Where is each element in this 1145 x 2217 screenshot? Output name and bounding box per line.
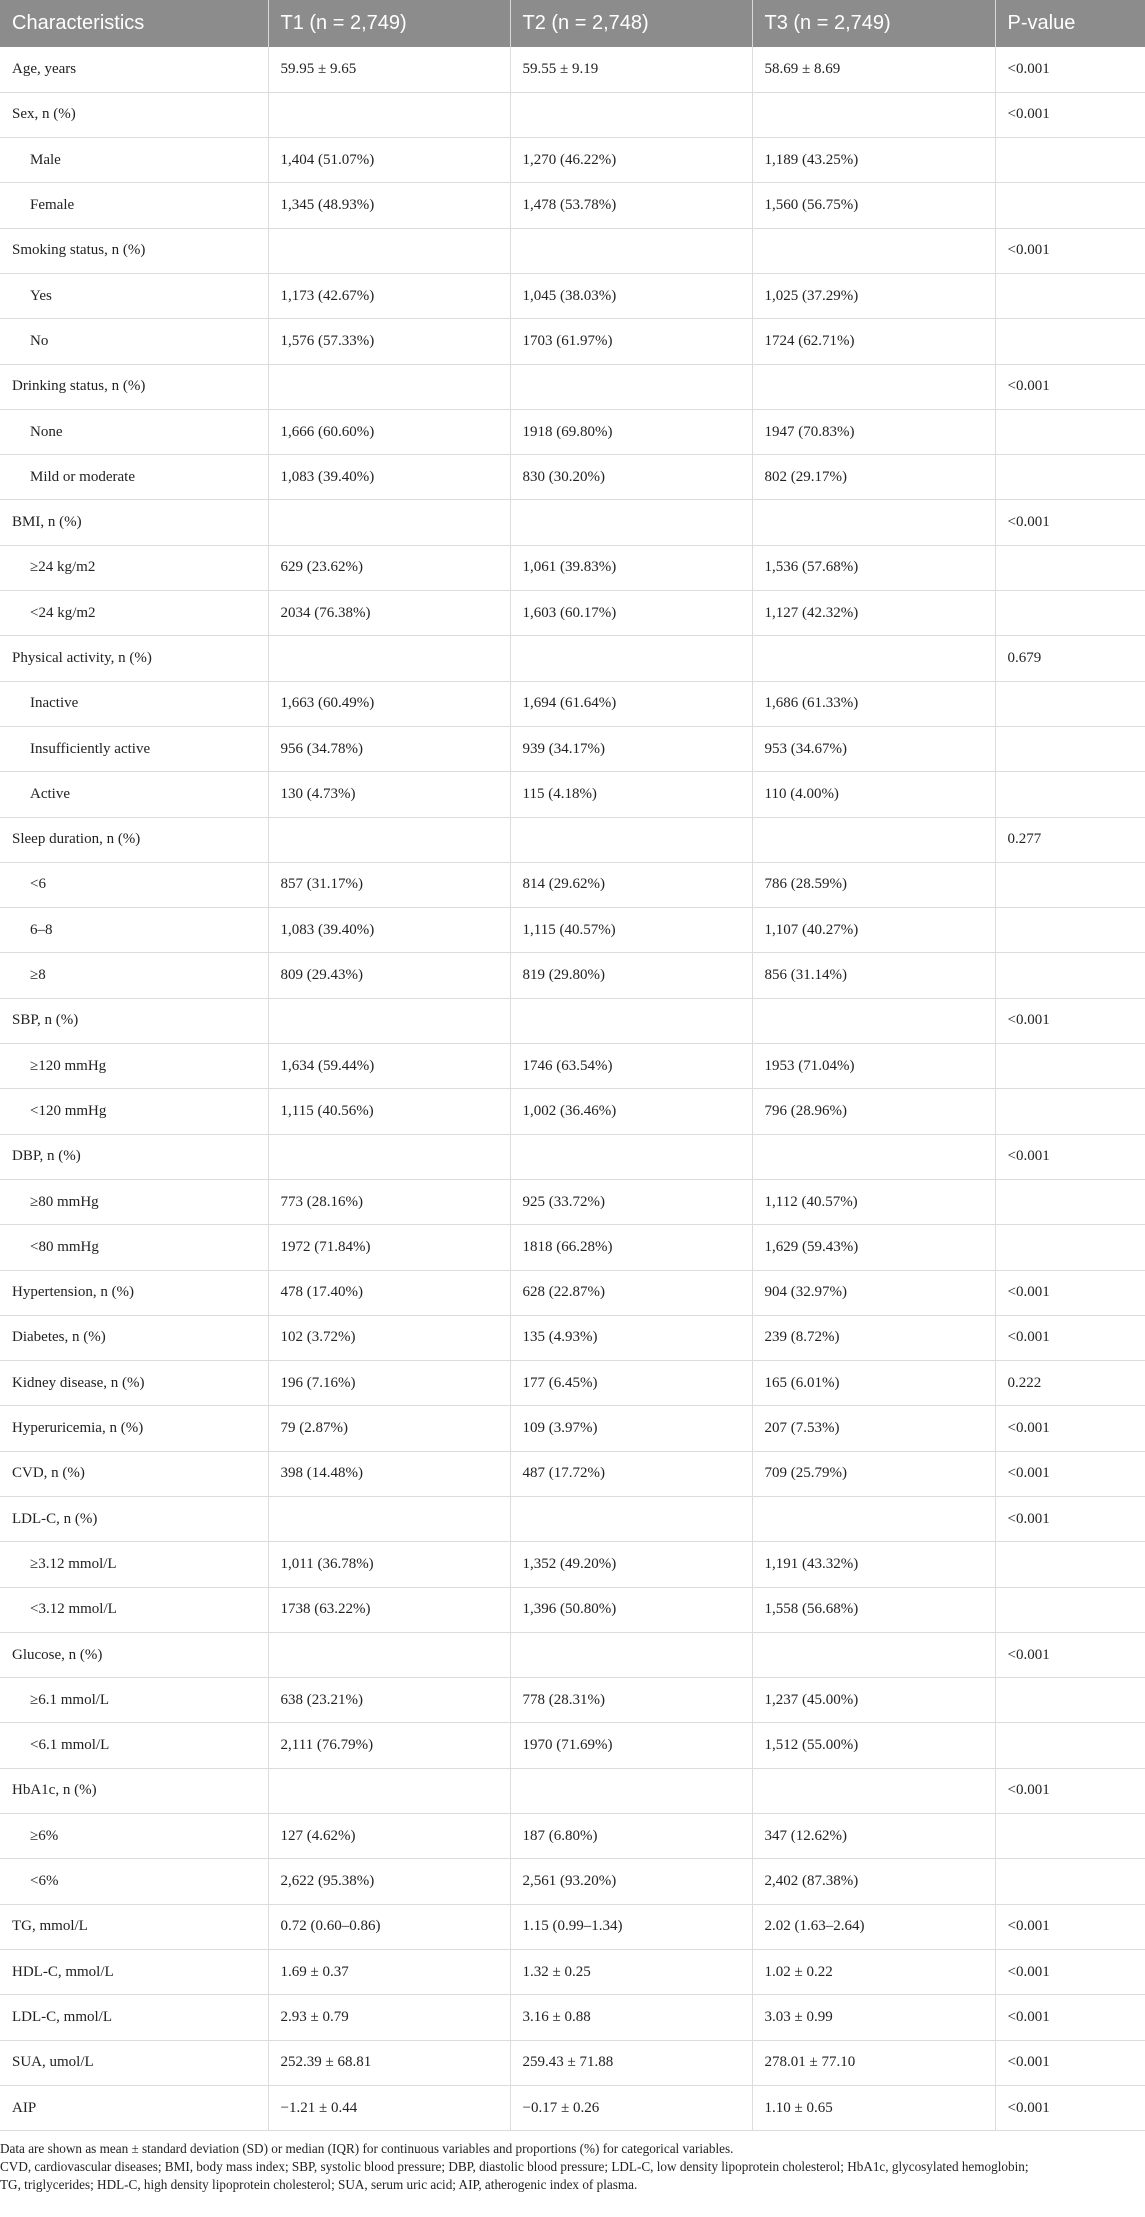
cell-p-value: <0.001 bbox=[995, 228, 1145, 273]
row-label: Sex, n (%) bbox=[0, 92, 268, 137]
cell-t1: 1,345 (48.93%) bbox=[268, 183, 510, 228]
cell-t3: 3.03 ± 0.99 bbox=[752, 1995, 995, 2040]
cell-t1: 0.72 (0.60–0.86) bbox=[268, 1904, 510, 1949]
table-row bbox=[0, 455, 1145, 500]
header-t2: T2 (n = 2,748) bbox=[510, 0, 752, 47]
cell-t1 bbox=[268, 817, 510, 862]
cell-t1: 478 (17.40%) bbox=[268, 1270, 510, 1315]
row-label: None bbox=[0, 409, 268, 454]
cell-t1: 638 (23.21%) bbox=[268, 1678, 510, 1723]
table-row bbox=[0, 908, 1145, 953]
row-label: DBP, n (%) bbox=[0, 1134, 268, 1179]
cell-t3: 1,686 (61.33%) bbox=[752, 681, 995, 726]
cell-t1: 2,111 (76.79%) bbox=[268, 1723, 510, 1768]
table-row bbox=[0, 1315, 1145, 1360]
cell-t1 bbox=[268, 998, 510, 1043]
table-header bbox=[0, 0, 1145, 47]
row-label: HDL-C, mmol/L bbox=[0, 1949, 268, 1994]
cell-t2: 259.43 ± 71.88 bbox=[510, 2040, 752, 2085]
cell-p-value: <0.001 bbox=[995, 998, 1145, 1043]
cell-t1: 1.69 ± 0.37 bbox=[268, 1949, 510, 1994]
cell-t1: 809 (29.43%) bbox=[268, 953, 510, 998]
cell-t1 bbox=[268, 1497, 510, 1542]
cell-t3: 1,189 (43.25%) bbox=[752, 138, 995, 183]
footnote: Data are shown as mean ± standard deviation (SD) or median (IQR) for continuous variables and proportions (%) for categorical variables. bbox=[0, 2141, 734, 2157]
table-row bbox=[0, 1904, 1145, 1949]
cell-t2: 109 (3.97%) bbox=[510, 1406, 752, 1451]
cell-t1: 196 (7.16%) bbox=[268, 1361, 510, 1406]
row-label: Hyperuricemia, n (%) bbox=[0, 1406, 268, 1451]
header-t1: T1 (n = 2,749) bbox=[268, 0, 510, 47]
cell-t1: 1,634 (59.44%) bbox=[268, 1044, 510, 1089]
header-p-value: P-value bbox=[995, 0, 1145, 47]
table-row bbox=[0, 2085, 1145, 2130]
row-label: Mild or moderate bbox=[0, 455, 268, 500]
row-label: <80 mmHg bbox=[0, 1225, 268, 1270]
cell-t2: 59.55 ± 9.19 bbox=[510, 47, 752, 92]
cell-t2: 1,352 (49.20%) bbox=[510, 1542, 752, 1587]
cell-p-value: <0.001 bbox=[995, 47, 1145, 92]
cell-p-value: <0.001 bbox=[995, 1497, 1145, 1542]
cell-t2: 819 (29.80%) bbox=[510, 953, 752, 998]
cell-t1: 102 (3.72%) bbox=[268, 1315, 510, 1360]
table-row bbox=[0, 545, 1145, 590]
row-label: ≥24 kg/m2 bbox=[0, 545, 268, 590]
cell-p-value bbox=[995, 1179, 1145, 1224]
cell-p-value: 0.222 bbox=[995, 1361, 1145, 1406]
row-label: ≥80 mmHg bbox=[0, 1179, 268, 1224]
cell-t2 bbox=[510, 228, 752, 273]
row-label: ≥3.12 mmol/L bbox=[0, 1542, 268, 1587]
cell-t2 bbox=[510, 998, 752, 1043]
cell-t2: 1746 (63.54%) bbox=[510, 1044, 752, 1089]
row-label: Diabetes, n (%) bbox=[0, 1315, 268, 1360]
cell-t1: 1,576 (57.33%) bbox=[268, 319, 510, 364]
cell-t3: 953 (34.67%) bbox=[752, 726, 995, 771]
cell-t1 bbox=[268, 1632, 510, 1677]
row-label: Age, years bbox=[0, 47, 268, 92]
cell-t2: 1,396 (50.80%) bbox=[510, 1587, 752, 1632]
cell-t3: 1.02 ± 0.22 bbox=[752, 1949, 995, 1994]
cell-t3: 904 (32.97%) bbox=[752, 1270, 995, 1315]
cell-t2: 814 (29.62%) bbox=[510, 862, 752, 907]
cell-p-value: <0.001 bbox=[995, 1768, 1145, 1813]
cell-t2: 115 (4.18%) bbox=[510, 772, 752, 817]
table-row bbox=[0, 817, 1145, 862]
cell-t2: 925 (33.72%) bbox=[510, 1179, 752, 1224]
table-row bbox=[0, 591, 1145, 636]
row-label: Glucose, n (%) bbox=[0, 1632, 268, 1677]
cell-p-value bbox=[995, 681, 1145, 726]
cell-t3: 58.69 ± 8.69 bbox=[752, 47, 995, 92]
cell-p-value: <0.001 bbox=[995, 1134, 1145, 1179]
cell-t2 bbox=[510, 636, 752, 681]
header-row bbox=[0, 0, 1145, 47]
table-row bbox=[0, 273, 1145, 318]
cell-t2: 939 (34.17%) bbox=[510, 726, 752, 771]
cell-t3: 1947 (70.83%) bbox=[752, 409, 995, 454]
cell-t3: 2.02 (1.63–2.64) bbox=[752, 1904, 995, 1949]
cell-t3 bbox=[752, 500, 995, 545]
cell-p-value: 0.277 bbox=[995, 817, 1145, 862]
cell-t1: 59.95 ± 9.65 bbox=[268, 47, 510, 92]
cell-t3 bbox=[752, 1632, 995, 1677]
row-label: Drinking status, n (%) bbox=[0, 364, 268, 409]
cell-t3 bbox=[752, 1134, 995, 1179]
cell-t3: 1,191 (43.32%) bbox=[752, 1542, 995, 1587]
cell-p-value: <0.001 bbox=[995, 92, 1145, 137]
table-row bbox=[0, 998, 1145, 1043]
table-row bbox=[0, 47, 1145, 92]
cell-t3: 207 (7.53%) bbox=[752, 1406, 995, 1451]
table-row bbox=[0, 138, 1145, 183]
cell-p-value: <0.001 bbox=[995, 1995, 1145, 2040]
cell-t1 bbox=[268, 364, 510, 409]
cell-t3: 347 (12.62%) bbox=[752, 1814, 995, 1859]
table-row bbox=[0, 228, 1145, 273]
row-label: ≥6.1 mmol/L bbox=[0, 1678, 268, 1723]
table-row bbox=[0, 92, 1145, 137]
table-body bbox=[0, 47, 1145, 2131]
cell-t2: 177 (6.45%) bbox=[510, 1361, 752, 1406]
cell-p-value bbox=[995, 1859, 1145, 1904]
cell-t3: 1,536 (57.68%) bbox=[752, 545, 995, 590]
row-label: ≥8 bbox=[0, 953, 268, 998]
cell-t2: 1,603 (60.17%) bbox=[510, 591, 752, 636]
footnote: CVD, cardiovascular diseases; BMI, body mass index; SBP, systolic blood pressure; DBP, diastolic blood pressure; LDL-C, low density lipoprotein cholesterol; HbA1c, glycosylated hemoglobin; bbox=[0, 2159, 1029, 2175]
cell-t1 bbox=[268, 1768, 510, 1813]
cell-t3: 1,025 (37.29%) bbox=[752, 273, 995, 318]
table-row bbox=[0, 364, 1145, 409]
row-label: Sleep duration, n (%) bbox=[0, 817, 268, 862]
row-label: <6% bbox=[0, 1859, 268, 1904]
row-label: <3.12 mmol/L bbox=[0, 1587, 268, 1632]
cell-p-value bbox=[995, 908, 1145, 953]
table-row bbox=[0, 1270, 1145, 1315]
cell-t2: 628 (22.87%) bbox=[510, 1270, 752, 1315]
cell-p-value bbox=[995, 772, 1145, 817]
cell-t2: −0.17 ± 0.26 bbox=[510, 2085, 752, 2130]
table-row bbox=[0, 1814, 1145, 1859]
table-row bbox=[0, 1587, 1145, 1632]
cell-t2: 187 (6.80%) bbox=[510, 1814, 752, 1859]
cell-t1: 1972 (71.84%) bbox=[268, 1225, 510, 1270]
cell-p-value: <0.001 bbox=[995, 1270, 1145, 1315]
cell-t1: 1,173 (42.67%) bbox=[268, 273, 510, 318]
table-row bbox=[0, 636, 1145, 681]
table-row bbox=[0, 1497, 1145, 1542]
cell-p-value: <0.001 bbox=[995, 1406, 1145, 1451]
cell-t1: 1,404 (51.07%) bbox=[268, 138, 510, 183]
cell-p-value bbox=[995, 862, 1145, 907]
cell-t3: 2,402 (87.38%) bbox=[752, 1859, 995, 1904]
cell-t1: 773 (28.16%) bbox=[268, 1179, 510, 1224]
row-label: Active bbox=[0, 772, 268, 817]
row-label: Female bbox=[0, 183, 268, 228]
table-row bbox=[0, 953, 1145, 998]
table-row bbox=[0, 1995, 1145, 2040]
table-row bbox=[0, 1179, 1145, 1224]
cell-t2: 1.32 ± 0.25 bbox=[510, 1949, 752, 1994]
row-label: <120 mmHg bbox=[0, 1089, 268, 1134]
table-row bbox=[0, 862, 1145, 907]
cell-p-value bbox=[995, 953, 1145, 998]
cell-t3: 709 (25.79%) bbox=[752, 1451, 995, 1496]
cell-p-value bbox=[995, 1225, 1145, 1270]
footnote: TG, triglycerides; HDL-C, high density lipoprotein cholesterol; SUA, serum uric acid; AIP, atherogenic index of plasma. bbox=[0, 2177, 638, 2193]
cell-t1 bbox=[268, 92, 510, 137]
cell-p-value: <0.001 bbox=[995, 1949, 1145, 1994]
row-label: TG, mmol/L bbox=[0, 1904, 268, 1949]
cell-p-value bbox=[995, 319, 1145, 364]
row-label: SBP, n (%) bbox=[0, 998, 268, 1043]
table-row bbox=[0, 726, 1145, 771]
cell-t3: 1,112 (40.57%) bbox=[752, 1179, 995, 1224]
table-row bbox=[0, 1451, 1145, 1496]
row-label: Hypertension, n (%) bbox=[0, 1270, 268, 1315]
cell-t1 bbox=[268, 1134, 510, 1179]
cell-t2: 1,270 (46.22%) bbox=[510, 138, 752, 183]
row-label: <6.1 mmol/L bbox=[0, 1723, 268, 1768]
cell-p-value bbox=[995, 545, 1145, 590]
cell-t1: 398 (14.48%) bbox=[268, 1451, 510, 1496]
cell-t2: 778 (28.31%) bbox=[510, 1678, 752, 1723]
table-row bbox=[0, 319, 1145, 364]
cell-t2: 1,115 (40.57%) bbox=[510, 908, 752, 953]
cell-p-value bbox=[995, 1678, 1145, 1723]
cell-p-value bbox=[995, 273, 1145, 318]
cell-t1: 130 (4.73%) bbox=[268, 772, 510, 817]
cell-t2: 1,002 (36.46%) bbox=[510, 1089, 752, 1134]
cell-t2: 2,561 (93.20%) bbox=[510, 1859, 752, 1904]
cell-t1: 1,666 (60.60%) bbox=[268, 409, 510, 454]
cell-t3: 796 (28.96%) bbox=[752, 1089, 995, 1134]
cell-t3: 1953 (71.04%) bbox=[752, 1044, 995, 1089]
table-row bbox=[0, 1089, 1145, 1134]
row-label: BMI, n (%) bbox=[0, 500, 268, 545]
cell-t3 bbox=[752, 1768, 995, 1813]
cell-p-value: 0.679 bbox=[995, 636, 1145, 681]
row-label: AIP bbox=[0, 2085, 268, 2130]
cell-t2: 1,478 (53.78%) bbox=[510, 183, 752, 228]
cell-p-value bbox=[995, 1089, 1145, 1134]
cell-p-value: <0.001 bbox=[995, 500, 1145, 545]
cell-t1: −1.21 ± 0.44 bbox=[268, 2085, 510, 2130]
cell-t2 bbox=[510, 1134, 752, 1179]
table-row bbox=[0, 681, 1145, 726]
cell-t2: 1,045 (38.03%) bbox=[510, 273, 752, 318]
cell-t2: 487 (17.72%) bbox=[510, 1451, 752, 1496]
row-label: Insufficiently active bbox=[0, 726, 268, 771]
cell-t1: 629 (23.62%) bbox=[268, 545, 510, 590]
cell-t2: 1703 (61.97%) bbox=[510, 319, 752, 364]
cell-p-value bbox=[995, 138, 1145, 183]
cell-t3: 1724 (62.71%) bbox=[752, 319, 995, 364]
cell-t1: 857 (31.17%) bbox=[268, 862, 510, 907]
table-row bbox=[0, 183, 1145, 228]
cell-t3: 165 (6.01%) bbox=[752, 1361, 995, 1406]
header-characteristics: Characteristics bbox=[0, 0, 268, 47]
table-row bbox=[0, 1723, 1145, 1768]
cell-p-value bbox=[995, 409, 1145, 454]
cell-t3: 278.01 ± 77.10 bbox=[752, 2040, 995, 2085]
cell-t2: 1.15 (0.99–1.34) bbox=[510, 1904, 752, 1949]
cell-t1 bbox=[268, 636, 510, 681]
cell-t1: 1,083 (39.40%) bbox=[268, 908, 510, 953]
cell-t3 bbox=[752, 92, 995, 137]
cell-p-value: <0.001 bbox=[995, 1315, 1145, 1360]
row-label: CVD, n (%) bbox=[0, 1451, 268, 1496]
row-label: Physical activity, n (%) bbox=[0, 636, 268, 681]
table-row bbox=[0, 409, 1145, 454]
cell-t2: 1,061 (39.83%) bbox=[510, 545, 752, 590]
cell-t1: 79 (2.87%) bbox=[268, 1406, 510, 1451]
cell-t2 bbox=[510, 1768, 752, 1813]
cell-p-value bbox=[995, 1723, 1145, 1768]
cell-p-value bbox=[995, 1814, 1145, 1859]
cell-t3 bbox=[752, 636, 995, 681]
row-label: ≥6% bbox=[0, 1814, 268, 1859]
cell-t2 bbox=[510, 364, 752, 409]
table-row bbox=[0, 1542, 1145, 1587]
row-label: No bbox=[0, 319, 268, 364]
cell-t1: 1,115 (40.56%) bbox=[268, 1089, 510, 1134]
cell-p-value: <0.001 bbox=[995, 2040, 1145, 2085]
table-row bbox=[0, 1361, 1145, 1406]
row-label: Yes bbox=[0, 273, 268, 318]
cell-p-value: <0.001 bbox=[995, 1451, 1145, 1496]
cell-t3: 856 (31.14%) bbox=[752, 953, 995, 998]
cell-t3: 1,558 (56.68%) bbox=[752, 1587, 995, 1632]
cell-t2 bbox=[510, 817, 752, 862]
table-row bbox=[0, 1134, 1145, 1179]
cell-p-value: <0.001 bbox=[995, 2085, 1145, 2130]
cell-t2: 1818 (66.28%) bbox=[510, 1225, 752, 1270]
cell-t2 bbox=[510, 1632, 752, 1677]
row-label: Smoking status, n (%) bbox=[0, 228, 268, 273]
table-row bbox=[0, 1768, 1145, 1813]
table-row bbox=[0, 772, 1145, 817]
table-row bbox=[0, 1678, 1145, 1723]
cell-p-value: <0.001 bbox=[995, 1632, 1145, 1677]
cell-t3: 1,512 (55.00%) bbox=[752, 1723, 995, 1768]
row-label: SUA, umol/L bbox=[0, 2040, 268, 2085]
table-row bbox=[0, 2040, 1145, 2085]
cell-t2: 1,694 (61.64%) bbox=[510, 681, 752, 726]
row-label: LDL-C, n (%) bbox=[0, 1497, 268, 1542]
cell-t2: 135 (4.93%) bbox=[510, 1315, 752, 1360]
cell-t1: 2,622 (95.38%) bbox=[268, 1859, 510, 1904]
row-label: Kidney disease, n (%) bbox=[0, 1361, 268, 1406]
cell-p-value bbox=[995, 1587, 1145, 1632]
cell-t3 bbox=[752, 817, 995, 862]
table-row bbox=[0, 1859, 1145, 1904]
table-footnotes bbox=[0, 2131, 1145, 2194]
cell-p-value bbox=[995, 726, 1145, 771]
cell-t3 bbox=[752, 1497, 995, 1542]
row-label: <24 kg/m2 bbox=[0, 591, 268, 636]
cell-p-value: <0.001 bbox=[995, 364, 1145, 409]
cell-t3 bbox=[752, 364, 995, 409]
cell-t3 bbox=[752, 998, 995, 1043]
header-t3: T3 (n = 2,749) bbox=[752, 0, 995, 47]
table-row bbox=[0, 1044, 1145, 1089]
cell-t1: 1,083 (39.40%) bbox=[268, 455, 510, 500]
cell-p-value bbox=[995, 183, 1145, 228]
cell-t2: 830 (30.20%) bbox=[510, 455, 752, 500]
cell-t2: 3.16 ± 0.88 bbox=[510, 1995, 752, 2040]
cell-t3: 802 (29.17%) bbox=[752, 455, 995, 500]
cell-t1: 252.39 ± 68.81 bbox=[268, 2040, 510, 2085]
cell-p-value bbox=[995, 1542, 1145, 1587]
cell-t3: 239 (8.72%) bbox=[752, 1315, 995, 1360]
row-label: LDL-C, mmol/L bbox=[0, 1995, 268, 2040]
cell-t2: 1970 (71.69%) bbox=[510, 1723, 752, 1768]
cell-p-value bbox=[995, 1044, 1145, 1089]
cell-t2 bbox=[510, 92, 752, 137]
cell-t1: 2.93 ± 0.79 bbox=[268, 1995, 510, 2040]
cell-t1: 2034 (76.38%) bbox=[268, 591, 510, 636]
row-label: HbA1c, n (%) bbox=[0, 1768, 268, 1813]
table-row bbox=[0, 1632, 1145, 1677]
row-label: <6 bbox=[0, 862, 268, 907]
cell-t1 bbox=[268, 228, 510, 273]
cell-t3: 1,560 (56.75%) bbox=[752, 183, 995, 228]
cell-p-value: <0.001 bbox=[995, 1904, 1145, 1949]
cell-t3: 786 (28.59%) bbox=[752, 862, 995, 907]
cell-t1: 127 (4.62%) bbox=[268, 1814, 510, 1859]
cell-t2 bbox=[510, 1497, 752, 1542]
row-label: ≥120 mmHg bbox=[0, 1044, 268, 1089]
cell-t3: 1,127 (42.32%) bbox=[752, 591, 995, 636]
table-row bbox=[0, 1406, 1145, 1451]
cell-t1: 1738 (63.22%) bbox=[268, 1587, 510, 1632]
cell-t3: 110 (4.00%) bbox=[752, 772, 995, 817]
cell-t3 bbox=[752, 228, 995, 273]
table-row bbox=[0, 1949, 1145, 1994]
cell-t2: 1918 (69.80%) bbox=[510, 409, 752, 454]
cell-p-value bbox=[995, 455, 1145, 500]
cell-t2 bbox=[510, 500, 752, 545]
cell-t3: 1,107 (40.27%) bbox=[752, 908, 995, 953]
row-label: Inactive bbox=[0, 681, 268, 726]
cell-t1: 1,663 (60.49%) bbox=[268, 681, 510, 726]
cell-t1: 1,011 (36.78%) bbox=[268, 1542, 510, 1587]
row-label: Male bbox=[0, 138, 268, 183]
cell-t1: 956 (34.78%) bbox=[268, 726, 510, 771]
table-row bbox=[0, 500, 1145, 545]
cell-t1 bbox=[268, 500, 510, 545]
cell-t3: 1,237 (45.00%) bbox=[752, 1678, 995, 1723]
cell-p-value bbox=[995, 591, 1145, 636]
table-row bbox=[0, 1225, 1145, 1270]
cell-t3: 1.10 ± 0.65 bbox=[752, 2085, 995, 2130]
cell-t3: 1,629 (59.43%) bbox=[752, 1225, 995, 1270]
row-label: 6–8 bbox=[0, 908, 268, 953]
